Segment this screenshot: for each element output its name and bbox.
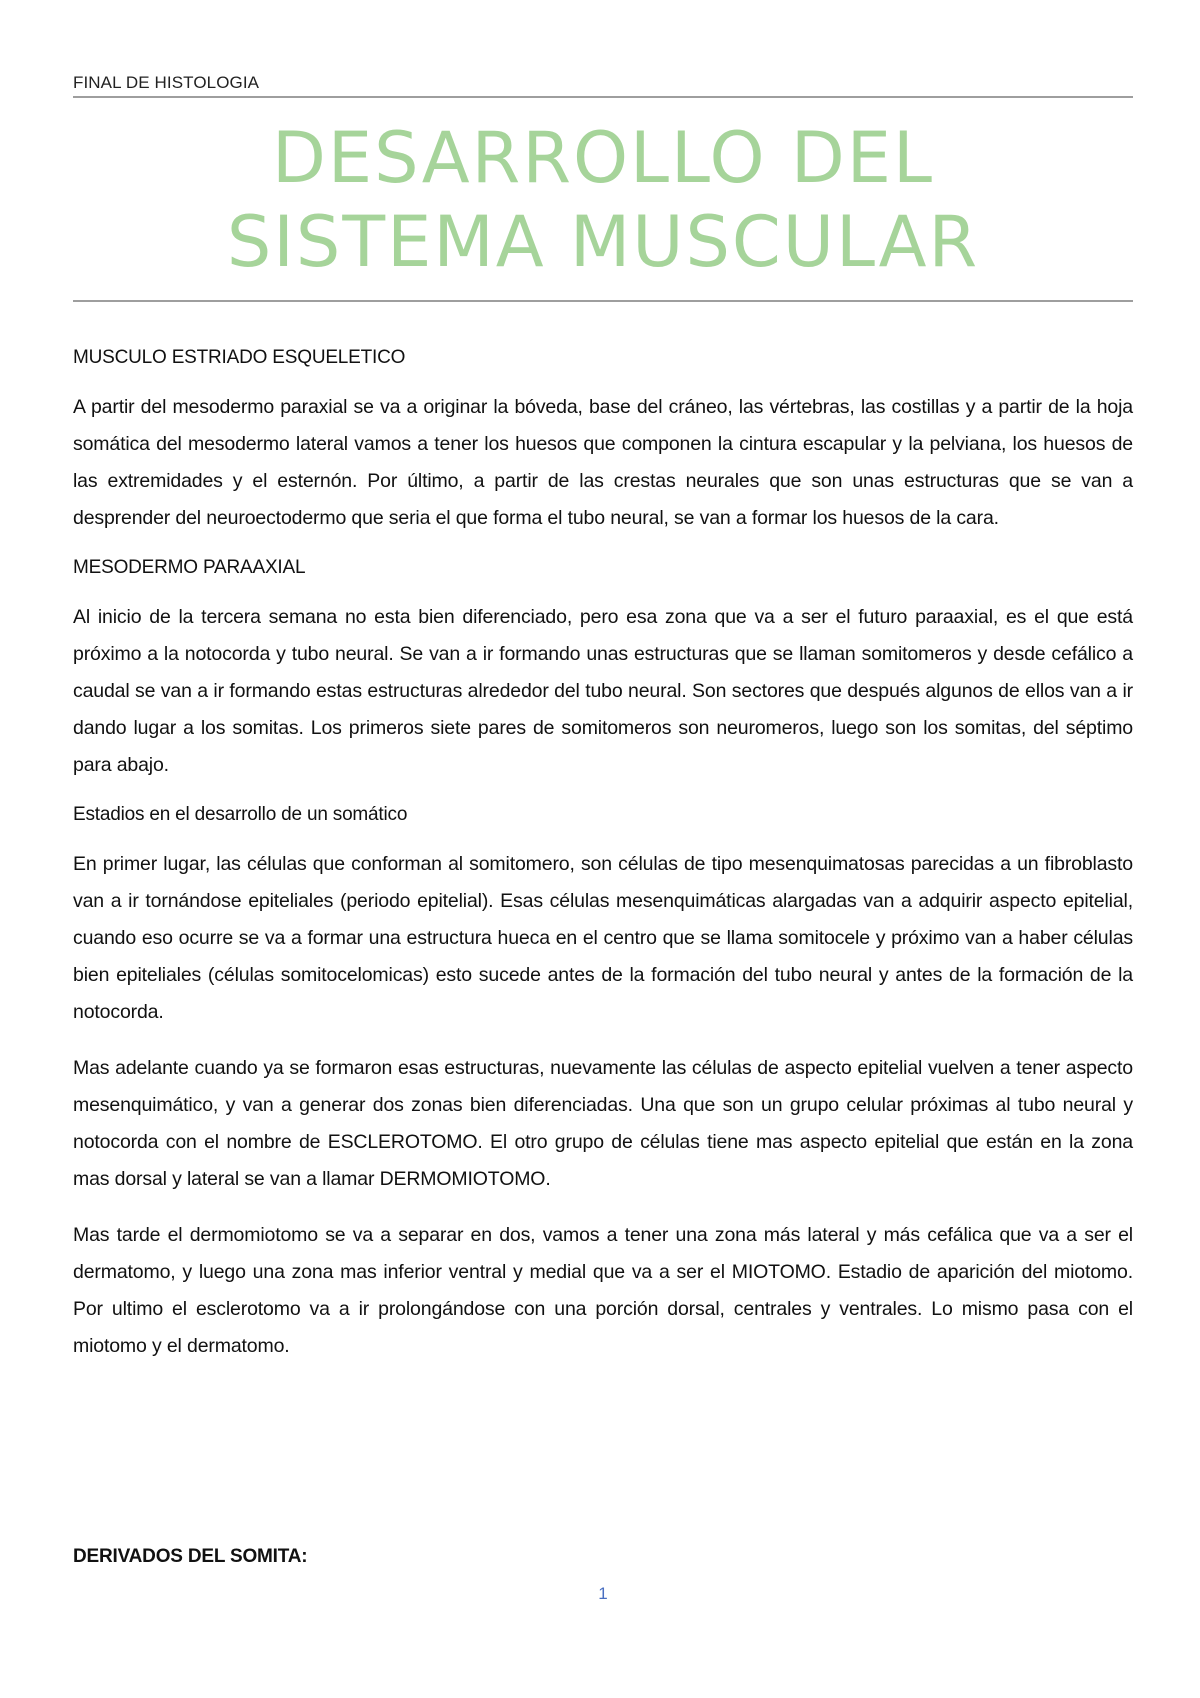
document-body (73, 346, 1133, 1384)
paragraph: Mas adelante cuando ya se formaron esas estructuras, nuevamente las células de aspecto epitelial vuelven a tener aspecto mesenquimático, y van a generar dos zonas bien diferenciadas. Una que son un grupo celular próximas al tubo neural y notocorda con el nombre de ESCLEROTOMO. El otro grupo de células tiene mas aspecto epitelial que están en la zona mas dorsal y lateral se van a llamar DERMOMIOTOMO. (73, 1057, 1133, 1190)
paragraph: A partir del mesodermo paraxial se va a originar la bóveda, base del cráneo, las vértebras, las costillas y a partir de la hoja somática del mesodermo lateral vamos a tener los huesos que componen la cintura escapular y la pelviana, los huesos de las extremidades y el esternón. Por último, a partir de las crestas neurales que son unas estructuras que se van a desprender del neuroectodermo que seria el que forma el tubo neural, se van a formar los huesos de la cara. (73, 396, 1133, 529)
page-number: 1 (598, 1584, 608, 1603)
title-line-2: SISTEMA MUSCULAR (226, 201, 980, 283)
section-heading-estadios: Estadios en el desarrollo de un somático (73, 804, 408, 825)
section-heading-derivados: DERIVADOS DEL SOMITA: (73, 1546, 308, 1567)
paragraph: Mas tarde el dermomiotomo se va a separar en dos, vamos a tener una zona más lateral y más cefálica que va a ser el dermatomo, y luego una zona mas inferior ventral y medial que va a ser el MIOTOMO. Estadio de aparición del miotomo. Por ultimo el esclerotomo va a ir prolongándose con una porción dorsal, centrales y ventrales. Lo mismo pasa con el miotomo y el dermatomo. (73, 1224, 1133, 1357)
section-heading-mesodermo-paraaxial: MESODERMO PARAAXIAL (73, 557, 306, 578)
paragraph: Al inicio de la tercera semana no esta bien diferenciado, pero esa zona que va a ser el futuro paraaxial, es el que está próximo a la notocorda y tubo neural. Se van a ir formando unas estructuras que se llaman somitomeros y desde cefálico a caudal se van a ir formando estas estructuras alrededor del tubo neural. Son sectores que después algunos de ellos van a ir dando lugar a los somitas. Los primeros siete pares de somitomeros son neuromeros, luego son los somitas, del séptimo para abajo. (73, 606, 1133, 776)
running-header: FINAL DE HISTOLOGIA (73, 73, 260, 92)
section-heading-musculo-estriado: MUSCULO ESTRIADO ESQUELETICO (73, 347, 406, 368)
paragraph: En primer lugar, las células que conforman al somitomero, son células de tipo mesenquimatosas parecidas a un fibroblasto van a ir tornándose epiteliales (periodo epitelial). Esas células mesenquimáticas alargadas van a adquirir aspecto epitelial, cuando eso ocurre se va a formar una estructura hueca en el centro que se llama somitocele y próximo van a haber células bien epiteliales (células somitocelomicas) esto sucede antes de la formación del tubo neural y antes de la formación de la notocorda. (73, 853, 1133, 1023)
header-divider (73, 96, 1133, 98)
title-line-1: DESARROLLO DEL (271, 117, 935, 199)
title-divider (73, 300, 1133, 302)
document-page (73, 0, 1133, 1698)
document-title (73, 116, 1133, 284)
